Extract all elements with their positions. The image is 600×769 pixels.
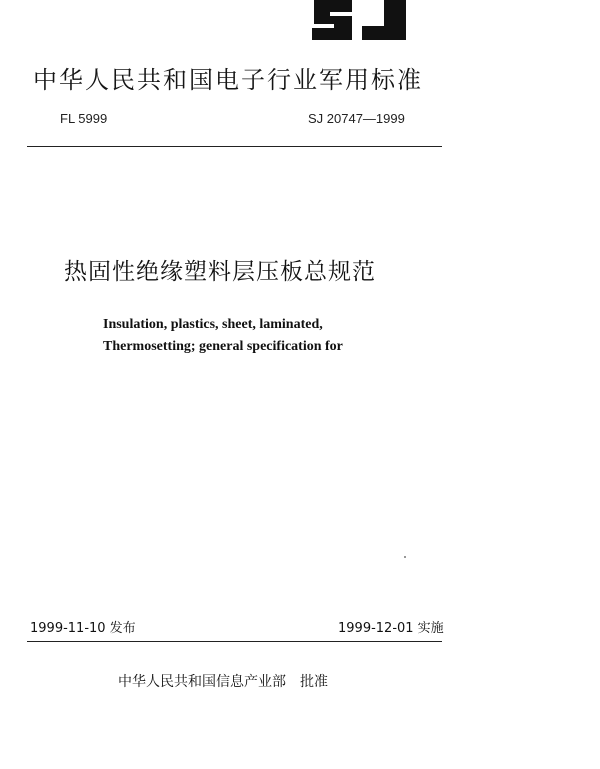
document-title-english-line-1: Insulation, plastics, sheet, laminated, — [103, 317, 323, 332]
footer-divider — [27, 641, 442, 642]
sj-logo-mark — [300, 0, 422, 44]
document-title-chinese: 热固性绝缘塑料层压板总规范 — [64, 259, 376, 285]
standard-number: SJ 20747—1999 — [308, 111, 405, 126]
standard-category-title: 中华人民共和国电子行业军用标准 — [33, 66, 423, 94]
classification-code: FL 5999 — [60, 111, 108, 126]
scan-speck — [404, 556, 406, 558]
issue-date: 1999-11-10 发布 — [30, 621, 136, 636]
effective-date: 1999-12-01 实施 — [338, 621, 444, 636]
document-title-english-line-2: Thermosetting; general specification for — [103, 339, 343, 354]
header-divider — [27, 146, 442, 147]
sj-logo — [300, 0, 422, 44]
approval-authority: 中华人民共和国信息产业部 批准 — [118, 674, 328, 690]
